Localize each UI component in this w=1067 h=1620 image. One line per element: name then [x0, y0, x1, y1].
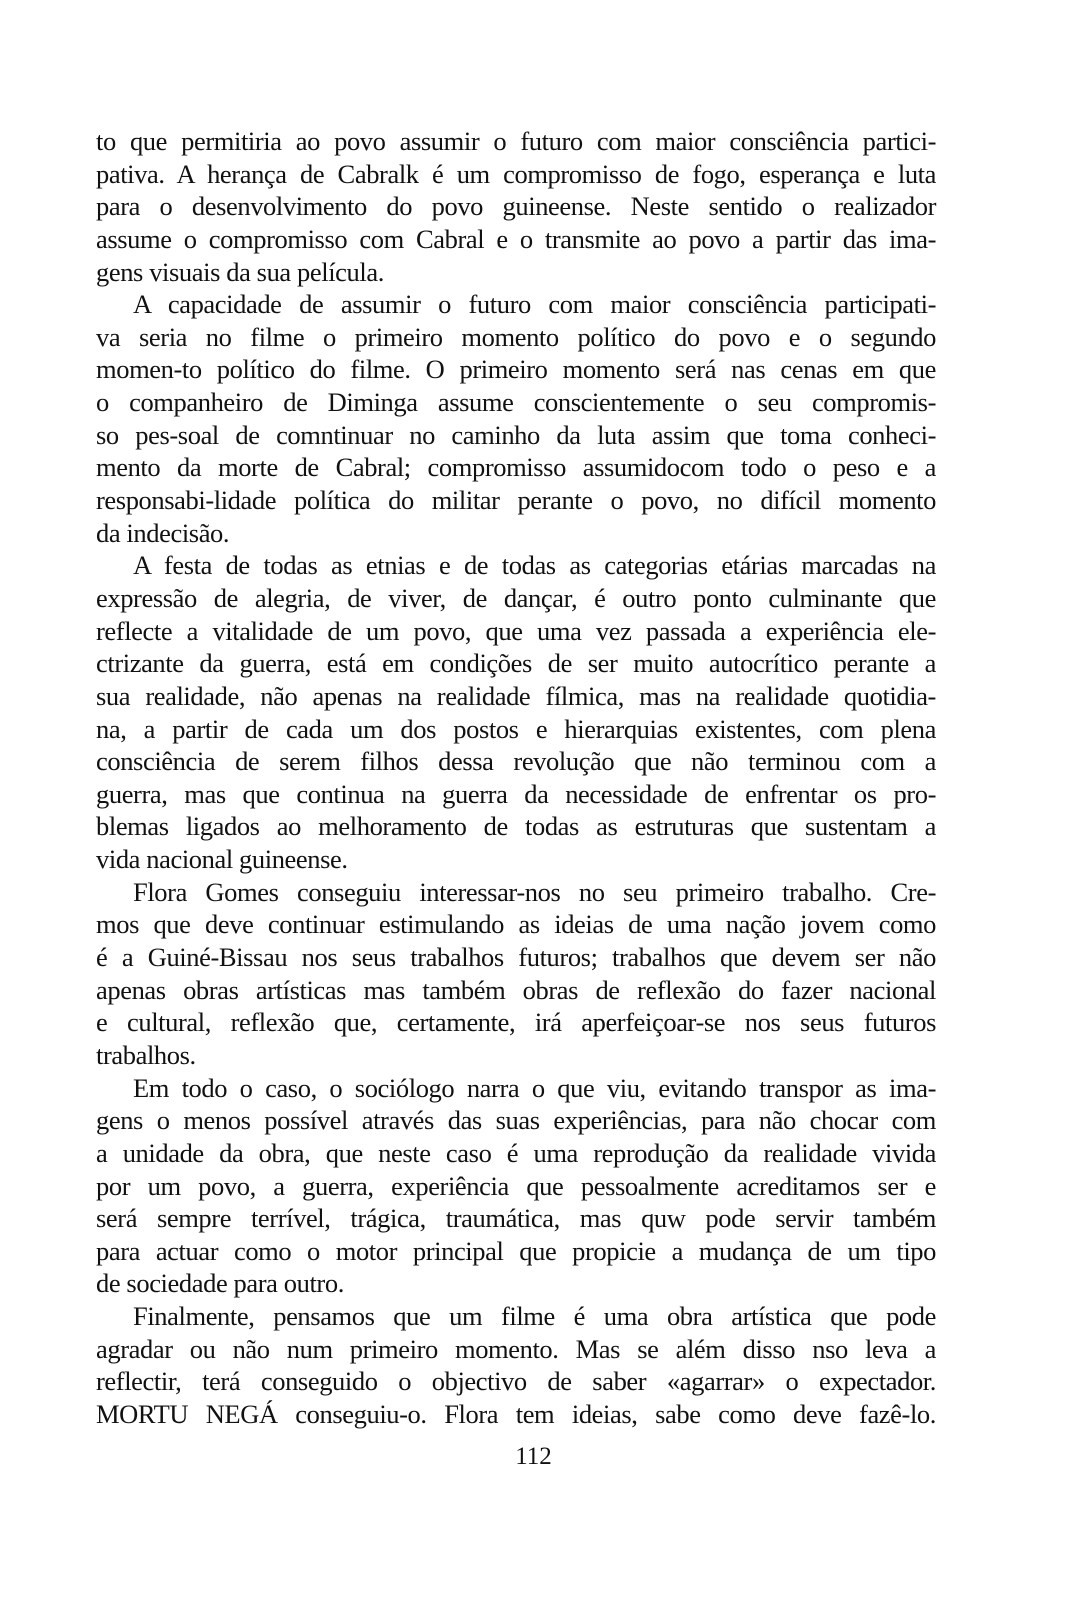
text-line: momen-to político do filme. O primeiro momento será nas cenas em que [96, 354, 936, 385]
text-line: mos que deve continuar estimulando as ideias de uma nação jovem como [96, 909, 936, 940]
text-line: blemas ligados ao melhoramento de todas as estruturas que sustentam a [96, 811, 936, 842]
text-line: pativa. A herança de Cabralk é um compromisso de fogo, esperança e luta [96, 158, 936, 189]
text-line: gens visuais da sua película. [96, 256, 384, 287]
text-line: responsabi-lidade política do militar perante o povo, no difícil momento [96, 485, 936, 516]
text-line: na, a partir de cada um dos postos e hierarquias existentes, com plena [96, 713, 936, 744]
text-line: agradar ou não num primeiro momento. Mas se além disso nso leva a [96, 1333, 936, 1364]
text-line: apenas obras artísticas mas também obras de reflexão do fazer nacional [96, 974, 936, 1005]
text-line: sua realidade, não apenas na realidade fílmica, mas na realidade quotidia- [96, 680, 936, 711]
paragraph-first-line: A capacidade de assumir o futuro com maior consciência participati- [133, 289, 936, 320]
text-line: gens o menos possível através das suas experiências, para não chocar com [96, 1105, 936, 1136]
text-line: e cultural, reflexão que, certamente, irá aperfeiçoar-se nos seus futuros [96, 1007, 936, 1038]
text-line: expressão de alegria, de viver, de dançar, é outro ponto culminante que [96, 582, 936, 613]
text-line: para actuar como o motor principal que propicie a mudança de um tipo [96, 1235, 936, 1266]
text-line: reflectir, terá conseguido o objectivo de saber «agarrar» o expectador. [96, 1366, 936, 1397]
text-line: por um povo, a guerra, experiência que pessoalmente acreditamos ser e [96, 1170, 936, 1201]
text-line: trabalhos. [96, 1039, 196, 1070]
text-line: consciência de serem filhos dessa revolução que não terminou com a [96, 746, 936, 777]
text-line: para o desenvolvimento do povo guineense. Neste sentido o realizador [96, 191, 936, 222]
text-line: reflecte a vitalidade de um povo, que uma vez passada a experiência ele- [96, 615, 936, 646]
text-line: guerra, mas que continua na guerra da necessidade de enfrentar os pro- [96, 778, 936, 809]
text-line: será sempre terrível, trágica, traumática, mas quw pode servir também [96, 1203, 936, 1234]
text-line: de sociedade para outro. [96, 1268, 344, 1299]
text-line: va seria no filme o primeiro momento político do povo e o segundo [96, 321, 936, 352]
body-text [96, 125, 936, 1431]
text-line: to que permitiria ao povo assumir o futuro com maior consciência partici- [96, 126, 936, 156]
text-line: a unidade da obra, que neste caso é uma reprodução da realidade vivida [96, 1137, 936, 1168]
paragraph-first-line: Flora Gomes conseguiu interessar-nos no seu primeiro trabalho. Cre- [133, 876, 936, 907]
paragraph-first-line: A festa de todas as etnias e de todas as categorias etárias marcadas na [133, 550, 936, 581]
text-line: o companheiro de Diminga assume conscientemente o seu compromis- [96, 387, 936, 418]
text-line: so pes-soal de comntinuar no caminho da luta assim que toma conheci- [96, 419, 936, 450]
text-line: MORTU NEGÁ conseguiu-o. Flora tem ideias, sabe como deve fazê-lo. [96, 1398, 936, 1429]
text-line: mento da morte de Cabral; compromisso assumidocom todo o peso e a [96, 452, 936, 483]
page-number: 112 [515, 1443, 552, 1470]
paragraph-first-line: Finalmente, pensamos que um filme é uma obra artística que pode [133, 1301, 936, 1332]
paragraph-first-line: Em todo o caso, o sociólogo narra o que viu, evitando transpor as ima- [133, 1072, 936, 1103]
text-line: ctrizante da guerra, está em condições de ser muito autocrítico perante a [96, 648, 936, 679]
text-line: é a Guiné-Bissau nos seus trabalhos futuros; trabalhos que devem ser não [96, 942, 936, 973]
text-line: vida nacional guineense. [96, 844, 348, 875]
text-line: da indecisão. [96, 517, 230, 548]
text-line: assume o compromisso com Cabral e o transmite ao povo a partir das ima- [96, 223, 936, 254]
